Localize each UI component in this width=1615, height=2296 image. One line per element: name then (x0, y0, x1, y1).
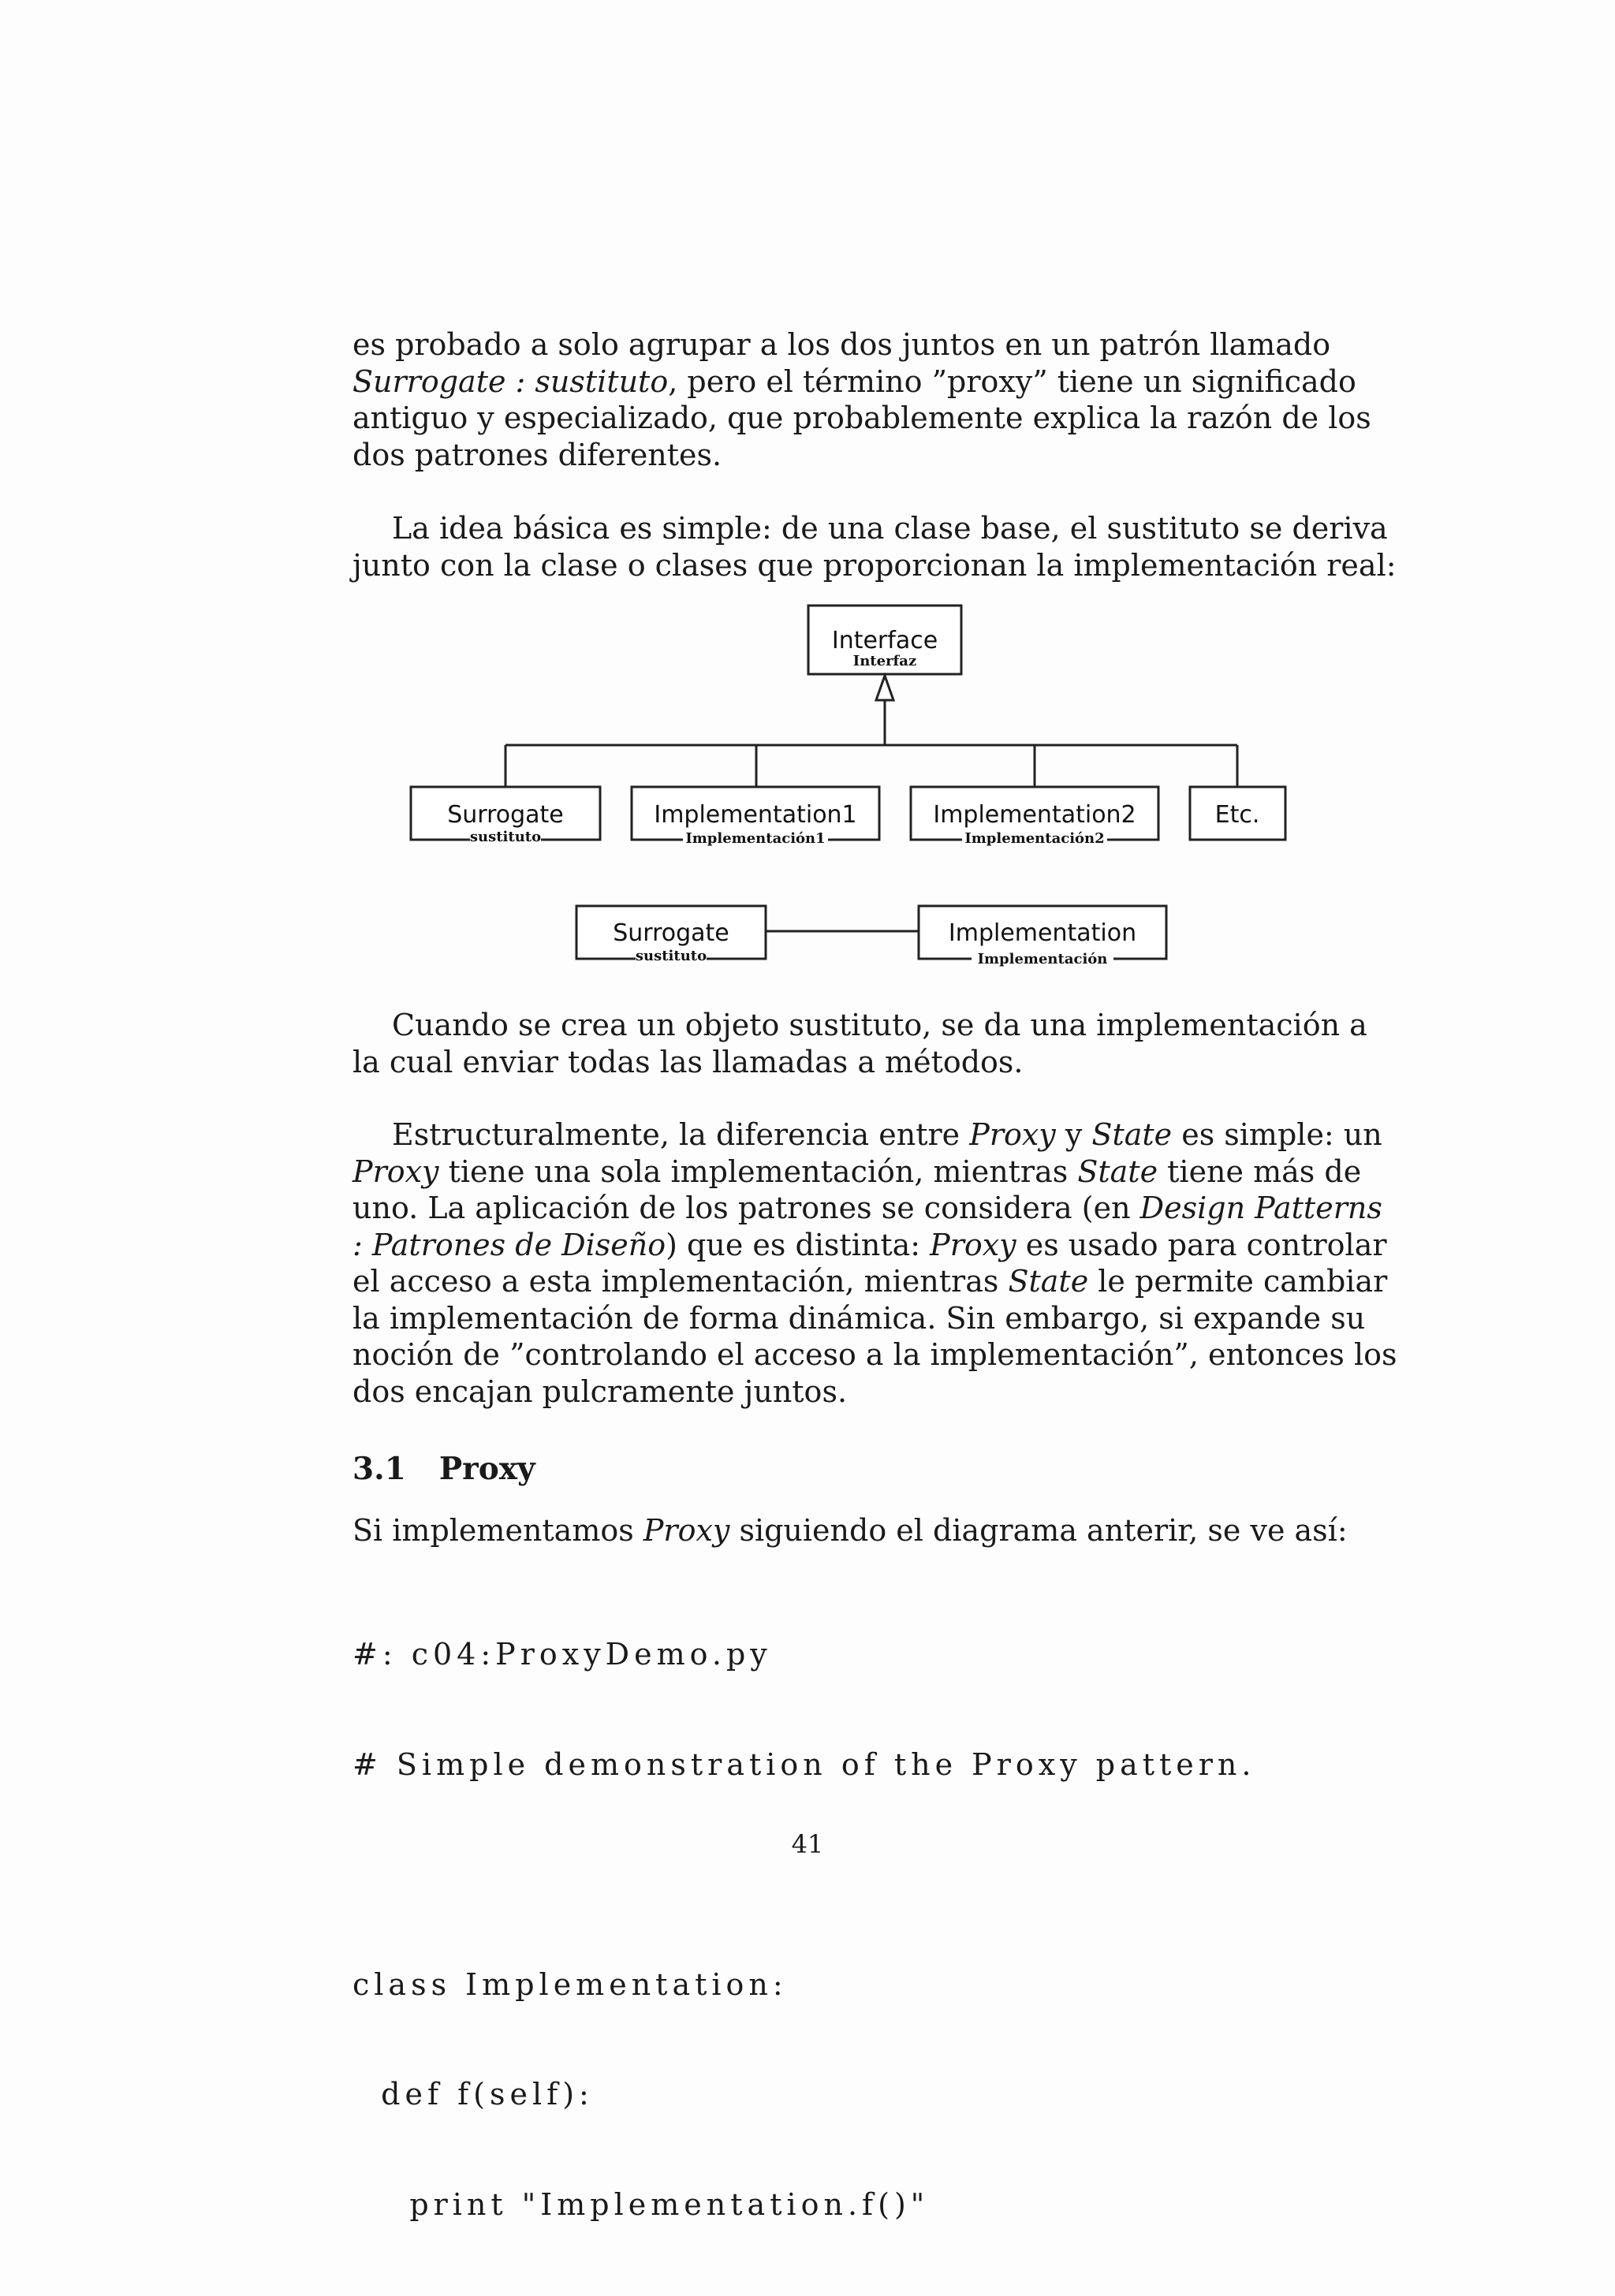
text-fragment: es simple: un (1172, 1117, 1382, 1152)
code-line: class Implementation: (352, 1966, 788, 2002)
text-line: Cuando se crea un objeto sustituto, se da una implementación a (392, 1008, 1367, 1042)
text-line: noción de ”controlando el acceso a la implementación”, entonces los (352, 1337, 1397, 1372)
italic-term: Design Patterns (1139, 1191, 1382, 1225)
italic-term: State (1077, 1154, 1158, 1189)
surrogate-label: Surrogate (447, 801, 564, 829)
italic-term: Proxy (969, 1117, 1056, 1152)
paragraph-4 (352, 1116, 1397, 1410)
implementation2-sublabel: Implementación2 (964, 830, 1105, 847)
surrogate-sublabel: sustituto (469, 829, 542, 845)
text-fragment: , pero el término ”proxy” tiene un significado (668, 363, 1356, 399)
text-fragment: el acceso a esta implementación, mientras (352, 1264, 1009, 1299)
code-listing (352, 1563, 1299, 2296)
text-line: junto con la clase o clases que proporcionan la implementación real: (352, 547, 1397, 583)
text-fragment: ) que es distinta: (666, 1227, 931, 1262)
text-line (352, 1512, 1348, 1549)
interface-sublabel: Interfaz (852, 653, 917, 669)
surrogate-2-label: Surrogate (613, 919, 729, 947)
text-fragment: Estructuralmente, la diferencia entre (392, 1117, 970, 1152)
surrogate-2-sublabel: sustituto (635, 948, 707, 964)
implementation1-sublabel: Implementación1 (685, 830, 826, 847)
text-line (352, 1154, 1362, 1191)
text-line (352, 1263, 1388, 1300)
italic-term: Proxy (930, 1227, 1016, 1262)
text-line: es probado a solo agrupar a los dos juntos en un patrón llamado (352, 327, 1331, 362)
class-diagram (0, 0, 1615, 986)
text-fragment: tiene una sola implementación, mientras (438, 1154, 1078, 1189)
italic-term: State (1091, 1117, 1173, 1152)
code-line: print "Implementation.f()" (352, 2186, 930, 2222)
code-line: def f(self): (352, 2077, 594, 2112)
italic-term: Proxy (643, 1513, 730, 1548)
paragraph-5 (352, 1512, 1348, 1549)
page-number: 41 (791, 1829, 824, 1859)
text-line: dos patrones diferentes. (352, 437, 722, 472)
paragraph-3 (352, 1007, 1367, 1080)
section-heading (352, 1451, 535, 1487)
text-fragment: Si implementamos (352, 1513, 643, 1548)
text-fragment: es usado para controlar (1016, 1227, 1387, 1262)
italic-term: Proxy (352, 1154, 439, 1189)
inheritance-arrow-icon (876, 676, 893, 700)
text-fragment: uno. La aplicación de los patrones se considera (en (352, 1191, 1140, 1225)
text-line: antiguo y especializado, que probablemente explica la razón de los (352, 401, 1371, 435)
text-line: la implementación de forma dinámica. Sin embargo, si expande su (352, 1300, 1366, 1336)
text-fragment: siguiendo el diagrama anterir, se ve así: (729, 1513, 1348, 1548)
italic-term: : Patrones de Diseño (352, 1227, 666, 1262)
text-fragment: le permite cambiar (1088, 1264, 1388, 1299)
implementation-label: Implementation (948, 919, 1137, 947)
text-line (352, 1116, 1382, 1154)
code-line: #: c04:ProxyDemo.py (352, 1637, 772, 1672)
implementation2-label: Implementation2 (933, 801, 1136, 829)
italic-term: Surrogate : sustituto (352, 363, 669, 399)
text-line: dos encajan pulcramente juntos. (352, 1374, 848, 1409)
code-line: # Simple demonstration of the Proxy pattern. (352, 1746, 1256, 1782)
text-line (352, 1190, 1382, 1227)
code-line (352, 1856, 1299, 1893)
implementation-sublabel: Implementación (977, 951, 1108, 967)
section-number: 3.1 (352, 1451, 406, 1487)
text-line: La idea básica es simple: de una clase base, el sustituto se deriva (392, 511, 1388, 546)
text-fragment: y (1055, 1117, 1092, 1152)
italic-term: State (1008, 1264, 1089, 1299)
section-title: Proxy (438, 1451, 535, 1487)
implementation1-label: Implementation1 (654, 801, 857, 829)
text-fragment: tiene más de (1158, 1154, 1362, 1189)
text-line (352, 1227, 1387, 1264)
interface-label: Interface (831, 627, 938, 654)
text-line: la cual enviar todas las llamadas a métodos. (352, 1044, 1024, 1079)
etc-label: Etc. (1214, 801, 1260, 829)
